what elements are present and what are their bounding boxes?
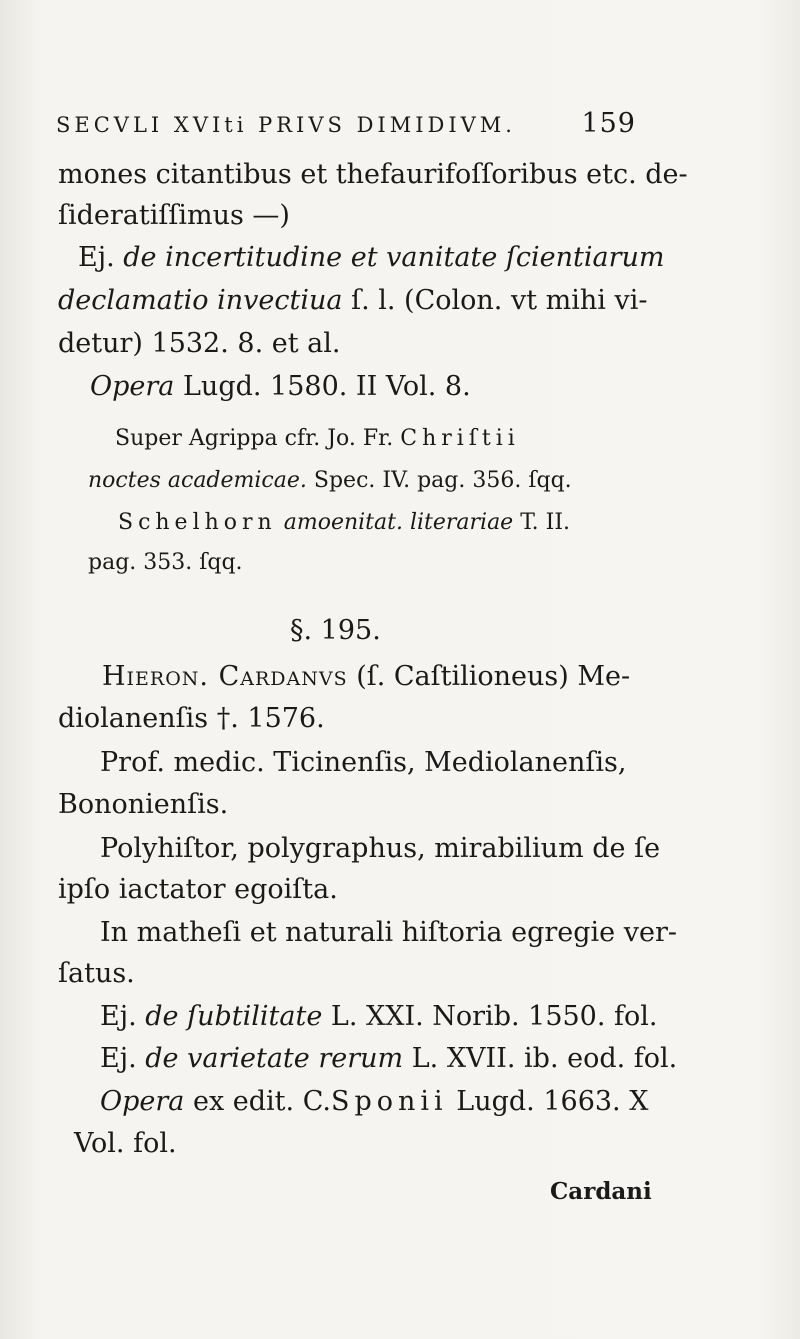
running-title: SECVLI XVIti PRIVS DIMIDIVM. (56, 113, 516, 137)
text-line-13: Prof. medic. Ticinenſis, Mediolanenſis, (100, 747, 627, 778)
text-line-5: detur) 1532. 8. et al. (58, 328, 341, 359)
catchword: Cardani (550, 1178, 652, 1205)
page-number: 159 (581, 108, 636, 139)
text-line-3: Ej. de incertitudine et vanitate ſcientiarum (78, 242, 665, 273)
text-line-15: Polyhiſtor, polygraphus, mirabilium de ſe (100, 833, 661, 864)
text-line-22: Vol. fol. (74, 1128, 177, 1159)
text-line-1: mones citantibus et thefaurifoſſoribus etc. de- (58, 159, 688, 190)
text-line-20: Ej. de varietate rerum L. XVII. ib. eod. fol. (100, 1043, 678, 1074)
text-line-2: ſideratiſſimus —) (58, 200, 290, 231)
text-line-7: Super Agrippa cfr. Jo. Fr. Chriſtii (115, 426, 520, 451)
text-line-4: declamatio invectiua ſ. l. (Colon. vt mihi vi- (58, 285, 648, 316)
text-line-14: Bononienſis. (58, 789, 229, 820)
text-line-12: diolanenſis †. 1576. (58, 703, 325, 734)
text-line-16: ipſo iactator egoiſta. (58, 874, 338, 905)
text-line-10: pag. 353. ſqq. (88, 550, 243, 575)
section-heading: §. 195. (290, 615, 381, 646)
text-line-9: Schelhorn amoenitat. literariae T. II. (118, 510, 571, 535)
text-line-19: Ej. de ſubtilitate L. XXI. Norib. 1550. fol. (100, 1001, 658, 1032)
running-header (56, 108, 636, 139)
text-line-21: Opera ex edit. C.Sponii Lugd. 1663. X (100, 1086, 649, 1117)
text-line-6: Opera Lugd. 1580. II Vol. 8. (90, 371, 471, 402)
text-line-8: noctes academicae. Spec. IV. pag. 356. ſqq. (88, 468, 572, 493)
text-line-17: In matheſi et naturali hiſtoria egregie ver- (100, 917, 677, 948)
text-line-11: Hieron. Cardanvs (ſ. Caſtilioneus) Me- (102, 661, 631, 692)
text-line-18: ſatus. (58, 958, 135, 989)
